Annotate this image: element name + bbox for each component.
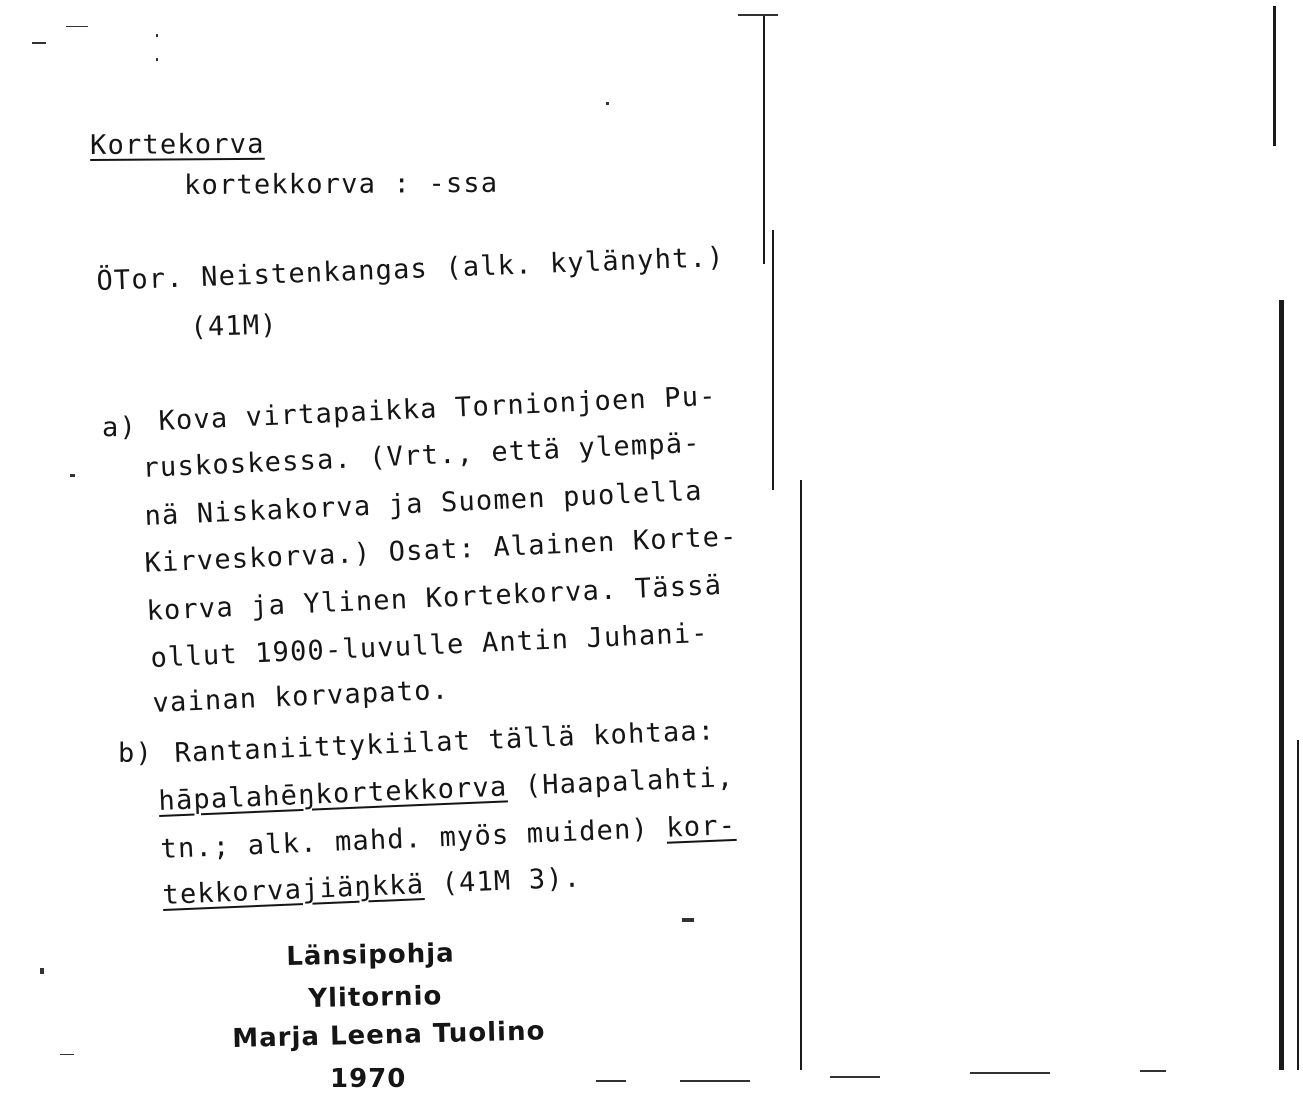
section-a-line: Kirveskorva.) Osat: Alainen Korte- <box>143 521 739 579</box>
scan-speck <box>830 1076 880 1078</box>
section-b-line-3-text: tn.; alk. mahd. myös muiden) <box>159 812 667 865</box>
location-line-2: (41M) <box>189 309 279 343</box>
scan-edge-line-top <box>1273 6 1276 146</box>
scan-speck <box>596 1080 626 1082</box>
section-a-line: ollut 1900-luvulle Antin Juhani- <box>149 617 710 674</box>
place-name-underlined: hāpalahēŋkortekkorva <box>157 771 509 817</box>
scan-speck <box>680 1080 750 1082</box>
scan-speck <box>60 1054 74 1055</box>
stamp-parish: Ylitornio <box>307 981 443 1014</box>
scan-speck <box>682 918 694 922</box>
scan-speck <box>606 102 609 105</box>
headword: Kortekorva <box>89 128 265 161</box>
card-right-edge-line <box>763 14 765 264</box>
section-b-line-3 <box>159 809 737 865</box>
stamp-collector: Marja Leena Tuolino <box>231 1016 546 1054</box>
scan-speck <box>70 474 75 477</box>
location-line-1: ÖTor. Neistenkangas (alk. kylänyht.) <box>95 241 726 297</box>
card-right-edge-line-bottom <box>800 480 802 1070</box>
section-a-line: vainan korvapato. <box>151 674 450 719</box>
section-b-line-2 <box>157 761 735 817</box>
scan-speck <box>66 26 88 27</box>
place-name-gloss: (Haapalahti, <box>506 761 735 803</box>
section-a-line: korva ja Ylinen Kortekorva. Tässä <box>145 569 723 627</box>
section-a-line: nä Niskakorva ja Suomen puolella <box>143 475 704 532</box>
dialect-form: kortekkorva : -ssa <box>183 167 499 201</box>
place-name-underlined: kor- <box>665 809 737 844</box>
scan-speck <box>156 58 158 61</box>
place-name-underlined: tekkorvajiäŋkkä <box>161 869 425 911</box>
scan-speck <box>738 14 778 16</box>
scan-edge-line-bottom <box>1279 300 1284 1070</box>
scan-speck <box>156 34 158 37</box>
section-b-marker: b) <box>118 738 153 769</box>
section-a-line: ruskoskessa. (Vrt., että ylempä- <box>141 427 702 484</box>
scan-edge-line-far <box>1297 740 1299 1070</box>
section-b-line-1: Rantaniittykiilat tällä kohtaa: <box>173 715 716 769</box>
scan-speck <box>970 1072 1050 1074</box>
scan-speck <box>40 968 44 974</box>
stamp-year: 1970 <box>330 1064 407 1093</box>
section-a-marker: a) <box>102 412 137 443</box>
stamp-region: Länsipohja <box>285 938 456 972</box>
section-b-line-4-ref: (41M 3). <box>423 862 582 901</box>
section-b-line-4 <box>162 864 582 909</box>
card-right-edge-line-lower <box>772 230 774 490</box>
scan-speck <box>32 42 46 44</box>
scan-speck <box>1140 1070 1166 1072</box>
section-a-line: Kova virtapaikka Tornionjoen Pu- <box>157 380 718 437</box>
